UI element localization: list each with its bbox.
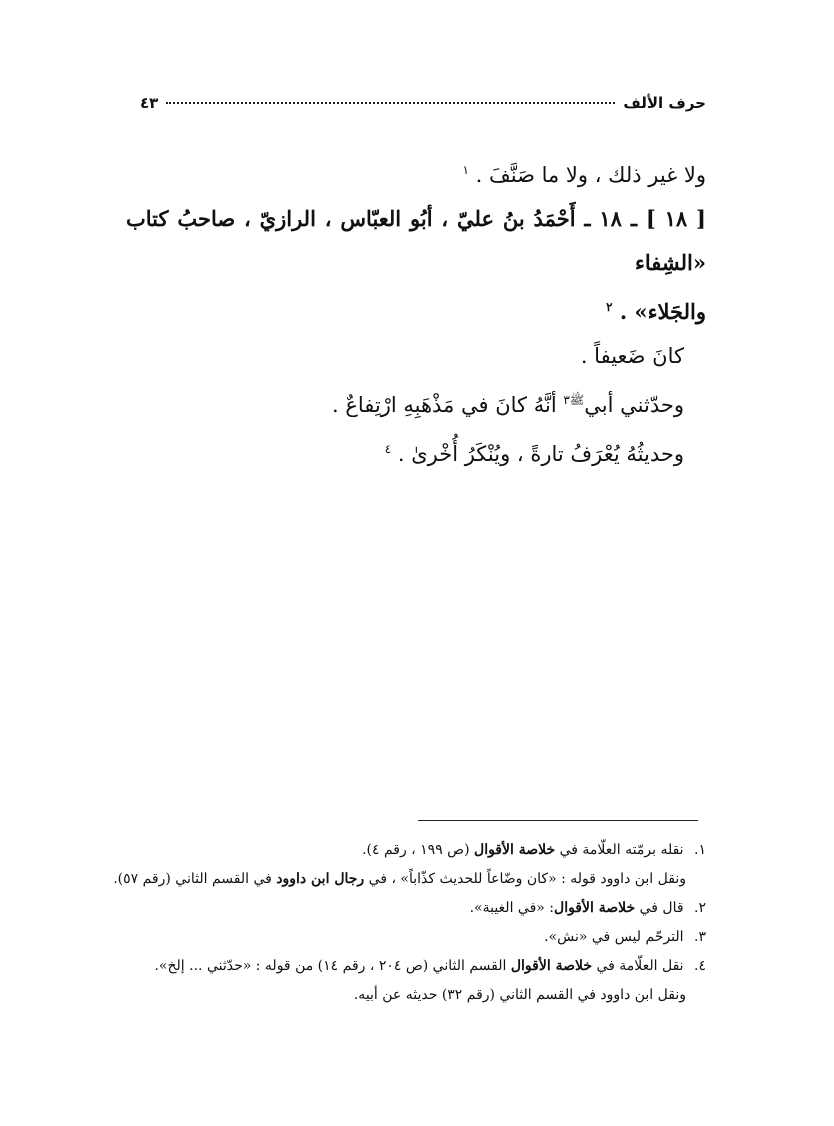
text-line-4 <box>126 427 706 476</box>
section-title: حرف الألف <box>623 94 706 112</box>
text-line-2-content: كانَ ضَعيفاً . <box>580 344 684 368</box>
footnote-2 <box>126 894 706 923</box>
footnote-1 <box>126 836 706 865</box>
text-line-2 <box>126 334 706 378</box>
footnote-4-cont-text: ونقل ابن داوود في القسم الثاني (رقم ٣٢) حديثه عن أبيه. <box>353 987 686 1003</box>
page-number: ٤٣ <box>140 94 159 112</box>
entry-heading-text: [ ١٨ ] ـ ١٨ ـ أَحْمَدُ بنُ عليّ ، أبُو العبّاس ، الرازيّ ، صاحبُ كتاب «الشِفاء <box>126 206 706 275</box>
footnote-ref-3: ٣ <box>563 393 570 407</box>
footnote-ref-2: ٢ <box>606 300 613 314</box>
footnote-1-text-b: (ص ١٩٩ ، رقم ٤). <box>362 842 470 858</box>
footnote-separator <box>418 820 698 821</box>
running-header <box>140 94 706 112</box>
footnote-4-text-a: نقل العلّامة في <box>596 958 684 974</box>
text-line-4-content: وحديثُهُ يُعْرَفُ تارةً ، ويُنْكَرُ أُخْرىٰ . <box>397 442 684 466</box>
footnote-1-cont-text-a: ونقل ابن داوود قوله : «كان وضّاعاً للحديث كذّاباً» ، في <box>368 871 686 887</box>
footnote-1-number: ١. <box>694 842 706 858</box>
footnote-4 <box>126 952 706 981</box>
footnote-2-book-title: خلاصة الأقوال <box>554 900 636 916</box>
footnote-3-text: الترحّم ليس في «نش». <box>544 929 684 945</box>
text-line-3 <box>126 378 706 427</box>
header-leader-dots <box>166 102 615 104</box>
footnote-1-cont-text-b: في القسم الثاني (رقم ٥٧). <box>113 871 272 887</box>
footnote-4-number: ٤. <box>694 958 706 974</box>
text-line-1 <box>126 148 706 197</box>
footnote-1-text-a: نقله برمّته العلّامة في <box>559 842 684 858</box>
entry-heading-line-1 <box>126 197 706 285</box>
footnote-1-continued <box>113 865 706 894</box>
footnote-4-book-title: خلاصة الأقوال <box>510 958 592 974</box>
text-line-3-part-a: وحدّثني أبي <box>584 393 684 417</box>
footnote-1-cont-book-title: رجال ابن داوود <box>276 871 365 887</box>
footnote-1-book-title: خلاصة الأقوال <box>474 842 556 858</box>
main-text <box>126 148 706 476</box>
footnote-4-text-b: القسم الثاني (ص ٢٠٤ ، رقم ١٤) من قوله : «حدّثني ... إلخ». <box>154 958 507 974</box>
footnote-4-continued <box>126 981 706 1010</box>
footnote-3 <box>126 923 706 952</box>
footnotes <box>113 836 706 1010</box>
footnote-2-text-b: : «في الغيبة». <box>469 900 555 916</box>
footnote-2-number: ٢. <box>694 900 706 916</box>
entry-heading-line-2 <box>126 285 706 334</box>
footnote-ref-4: ٤ <box>384 442 392 456</box>
footnote-3-number: ٣. <box>694 929 706 945</box>
blessing-glyph: ﷺ <box>569 393 585 407</box>
text-line-1-content: ولا غير ذلك ، ولا ما صَنَّفَ . <box>475 163 706 187</box>
entry-heading-text-2: والجَلاء» . <box>619 299 706 324</box>
footnote-2-text-a: قال في <box>639 900 684 916</box>
text-line-3-part-b: أنَّهُ كانَ في مَذْهَبِهِ ارْتِفاعٌ . <box>331 393 557 417</box>
footnote-ref-1: ١ <box>462 163 469 177</box>
